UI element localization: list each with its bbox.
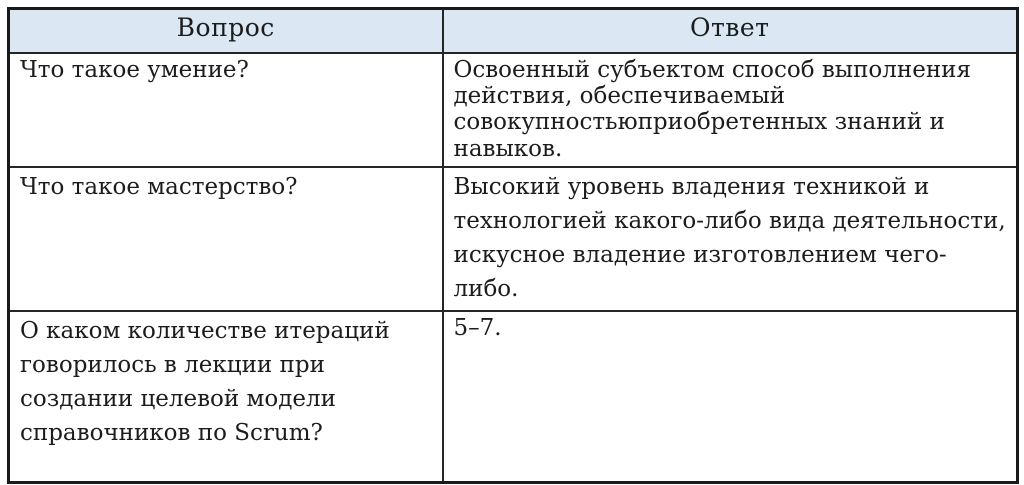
question-cell: О каком количестве итераций говорилось в лекции при создании целевой модели справочников по Scrum?: [9, 311, 443, 482]
table-row: [9, 53, 1018, 168]
question-cell: Что такое мастерство?: [9, 167, 443, 311]
qa-table: [7, 7, 1019, 484]
table-row: [9, 311, 1018, 482]
answer-cell: 5–7.: [443, 311, 1018, 482]
answer-cell: Высокий уровень владения техникой и технологией какого-либо вида деятельности, искусное владение изготовлением чего-либо.: [443, 167, 1018, 311]
column-header-question: Вопрос: [9, 9, 443, 53]
table-row: [9, 167, 1018, 311]
question-cell: Что такое умение?: [9, 53, 443, 168]
answer-cell: Освоенный субъектом способ выполнения действия, обеспечиваемый совокупностьюприобретенных знаний и навыков.: [443, 53, 1018, 168]
table-header-row: [9, 9, 1018, 53]
column-header-answer: Ответ: [443, 9, 1018, 53]
